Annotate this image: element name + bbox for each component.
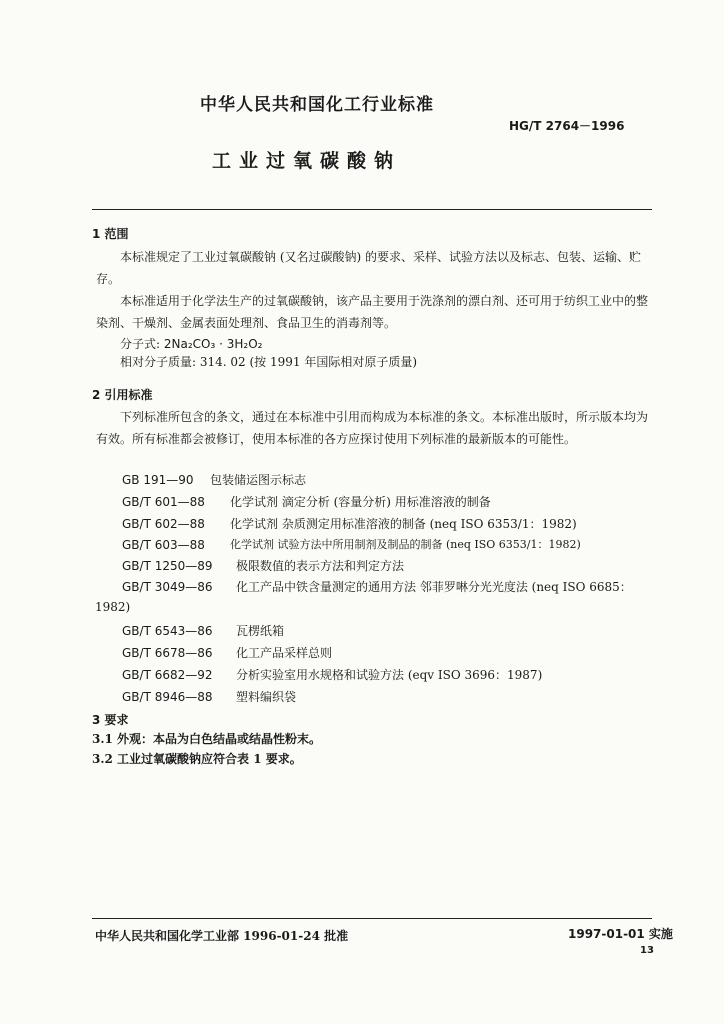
section-1-heading: 1 范围 [92,227,129,241]
reference-title: 塑料编织袋 [236,690,297,704]
reference-title: 极限数值的表示方法和判定方法 [236,559,405,573]
reference-title: 化学试剂 杂质测定用标准溶液的制备 (neq ISO 6353/1：1982) [230,517,577,531]
document-title: 工业过氧碳酸钠 [212,150,402,172]
requirement-3-1: 3.1 外观：本品为白色结晶或结晶性粉末。 [92,732,322,746]
formula-line [120,334,262,354]
reference-title: 化工产品中铁含量测定的通用方法 邻菲罗啉分光光度法 (neq ISO 6685： [236,580,632,594]
reference-code: GB 191—90 [122,473,194,487]
reference-code: GB/T 603—88 [122,538,205,552]
molecular-mass-line [120,352,417,372]
reference-title: 化学试剂 试验方法中所用制剂及制品的制备 (neq ISO 6353/1：1982) [230,538,581,551]
reference-title: 瓦楞纸箱 [236,624,285,638]
section-1-paragraph-2: 本标准适用于化学法生产的过氧碳酸钠，该产品主要用于洗涤剂的漂白剂、还可用于纺织工业中的整染剂、干燥剂、金属表面处理剂、食品卫生的消毒剂等。 [96,294,649,330]
standard-code: HG/T 2764－1996 [509,119,625,133]
requirement-3-2: 3.2 工业过氧碳酸钠应符合表 1 要求。 [92,752,302,766]
reference-code: GB/T 6543—86 [122,624,213,638]
reference-title: 化学试剂 滴定分析 (容量分析) 用标准溶液的制备 [230,495,491,509]
top-rule [92,209,652,210]
reference-title: 分析实验室用水规格和试验方法 (eqv ISO 3696：1987) [236,668,543,682]
reference-code: GB/T 3049—86 [122,580,213,594]
approval-note: 中华人民共和国化学工业部 1996-01-24 批准 [95,929,349,943]
section-3-heading: 3 要求 [92,713,129,727]
molecular-mass-value: 314. 02 (按 1991 年国际相对原子质量) [199,355,418,369]
reference-code: GB/T 602—88 [122,517,205,531]
reference-title: 包装储运图示标志 [210,473,307,487]
effective-date: 1997-01-01 实施 [568,927,673,941]
reference-title: 化工产品采样总则 [236,646,333,660]
reference-code: GB/T 8946—88 [122,690,213,704]
reference-code: GB/T 1250—89 [122,559,213,573]
page-number: 13 [640,945,654,956]
formula-value: 2Na₂CO₃ · 3H₂O₂ [163,337,263,351]
reference-code: GB/T 6682—92 [122,668,213,682]
formula-label: 分子式: [120,337,161,351]
section-2-intro: 下列标准所包含的条文，通过在本标准中引用而构成为本标准的条文。本标准出版时，所示版本均为有效。所有标准都会被修订，使用本标准的各方应探讨使用下列标准的最新版本的可能性。 [96,410,649,446]
reference-code: GB/T 6678—86 [122,646,213,660]
reference-title-continuation: 1982) [95,600,131,614]
molecular-mass-label: 相对分子质量: [120,355,197,369]
bottom-rule [92,918,652,919]
reference-code: GB/T 601—88 [122,495,205,509]
section-1-paragraph-1: 本标准规定了工业过氧碳酸钠 (又名过碳酸钠) 的要求、采样、试验方法以及标志、包装、运输、贮存。 [96,250,641,286]
document-org-header: 中华人民共和国化工行业标准 [200,95,434,115]
section-2-heading: 2 引用标准 [92,388,153,402]
